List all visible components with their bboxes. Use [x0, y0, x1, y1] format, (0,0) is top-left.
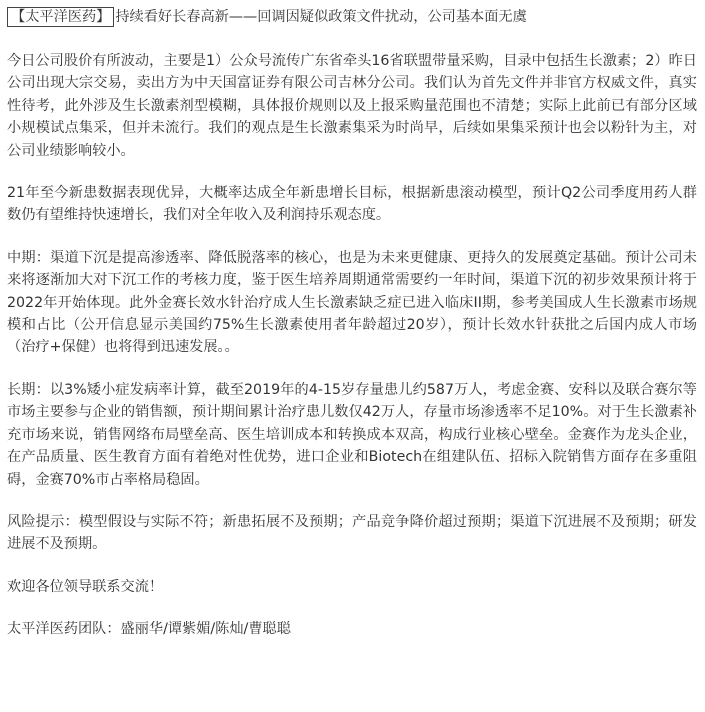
paragraph-new-patient-data: 21年至今新患数据表现优异，大概率达成全年新患增长目标，根据新患滚动模型，预计Q2公司季度用药人群数仍有望维持快速增长，我们对全年收入及利润持乐观态度。	[7, 185, 697, 224]
paragraph-today-volatility: 今日公司股价有所波动，主要是1）公众号流传广东省牵头16省联盟带量采购，目录中包括生长激素；2）昨日公司出现大宗交易，卖出方为中天国富证券有限公司吉林分公司。我们认为首先文件并非官方权威文件，真实性待考，此外涉及生长激素剂型模糊，具体报价规则以及上报采购量范围也不清楚；实际上此前已有部分区域小规模试点集采，但并未流行。我们的观点是生长激素集采为时尚早，后续如果集采预计也会以粉针为主，对公司业绩影响较小。	[7, 53, 697, 159]
paragraph-contact: 欢迎各位领导联系交流！	[7, 578, 164, 595]
paragraph-long-term: 长期：以3%矮小症发病率计算，截至2019年的4-15岁存量患儿约587万人，考虑金赛、安科以及联合赛尔等市场主要参与企业的销售额，预计期间累计治疗患儿数仅42万人，存量市场渗透率不足10%。对于生长激素补充市场来说，销售网络布局壁垒高、医生培训成本和转换成本双高，构成行业核心壁垒。金赛作为龙头企业，在产品质量、医生教育方面有着绝对性优势，进口企业和Biotech在组建队伍、招标入院销售方面存在多重阻碍，金赛70%市占率格局稳固。	[7, 381, 697, 488]
source-tag: 【太平洋医药】	[7, 7, 114, 27]
paragraph-mid-term: 中期：渠道下沉是提高渗透率、降低脱落率的核心，也是为未来更健康、更持久的发展奠定基础。预计公司未来将逐渐加大对下沉工作的考核力度，鉴于医生培养周期通常需要约一年时间，渠道下沉的初步效果预计将于2022年开始体现。此外金赛长效水针治疗成人生长激素缺乏症已进入临床II期，参考美国成人生长激素市场规模和占比（公开信息显示美国约75%生长激素使用者年龄超过20岁），预计长效水针获批之后国内成人市场（治疗+保健）也将得到迅速发展。。	[7, 249, 697, 356]
paragraph-team: 太平洋医药团队：盛丽华/谭紫媚/陈灿/曹聪聪	[7, 621, 291, 638]
paragraph-risk-warning: 风险提示：模型假设与实际不符；新患拓展不及预期；产品竞争降价超过预期；渠道下沉进展不及预期；研发进展不及预期。	[7, 513, 697, 553]
headline-text: 持续看好长春高新——回调因疑似政策文件扰动，公司基本面无虞	[115, 9, 527, 25]
headline	[7, 6, 697, 28]
